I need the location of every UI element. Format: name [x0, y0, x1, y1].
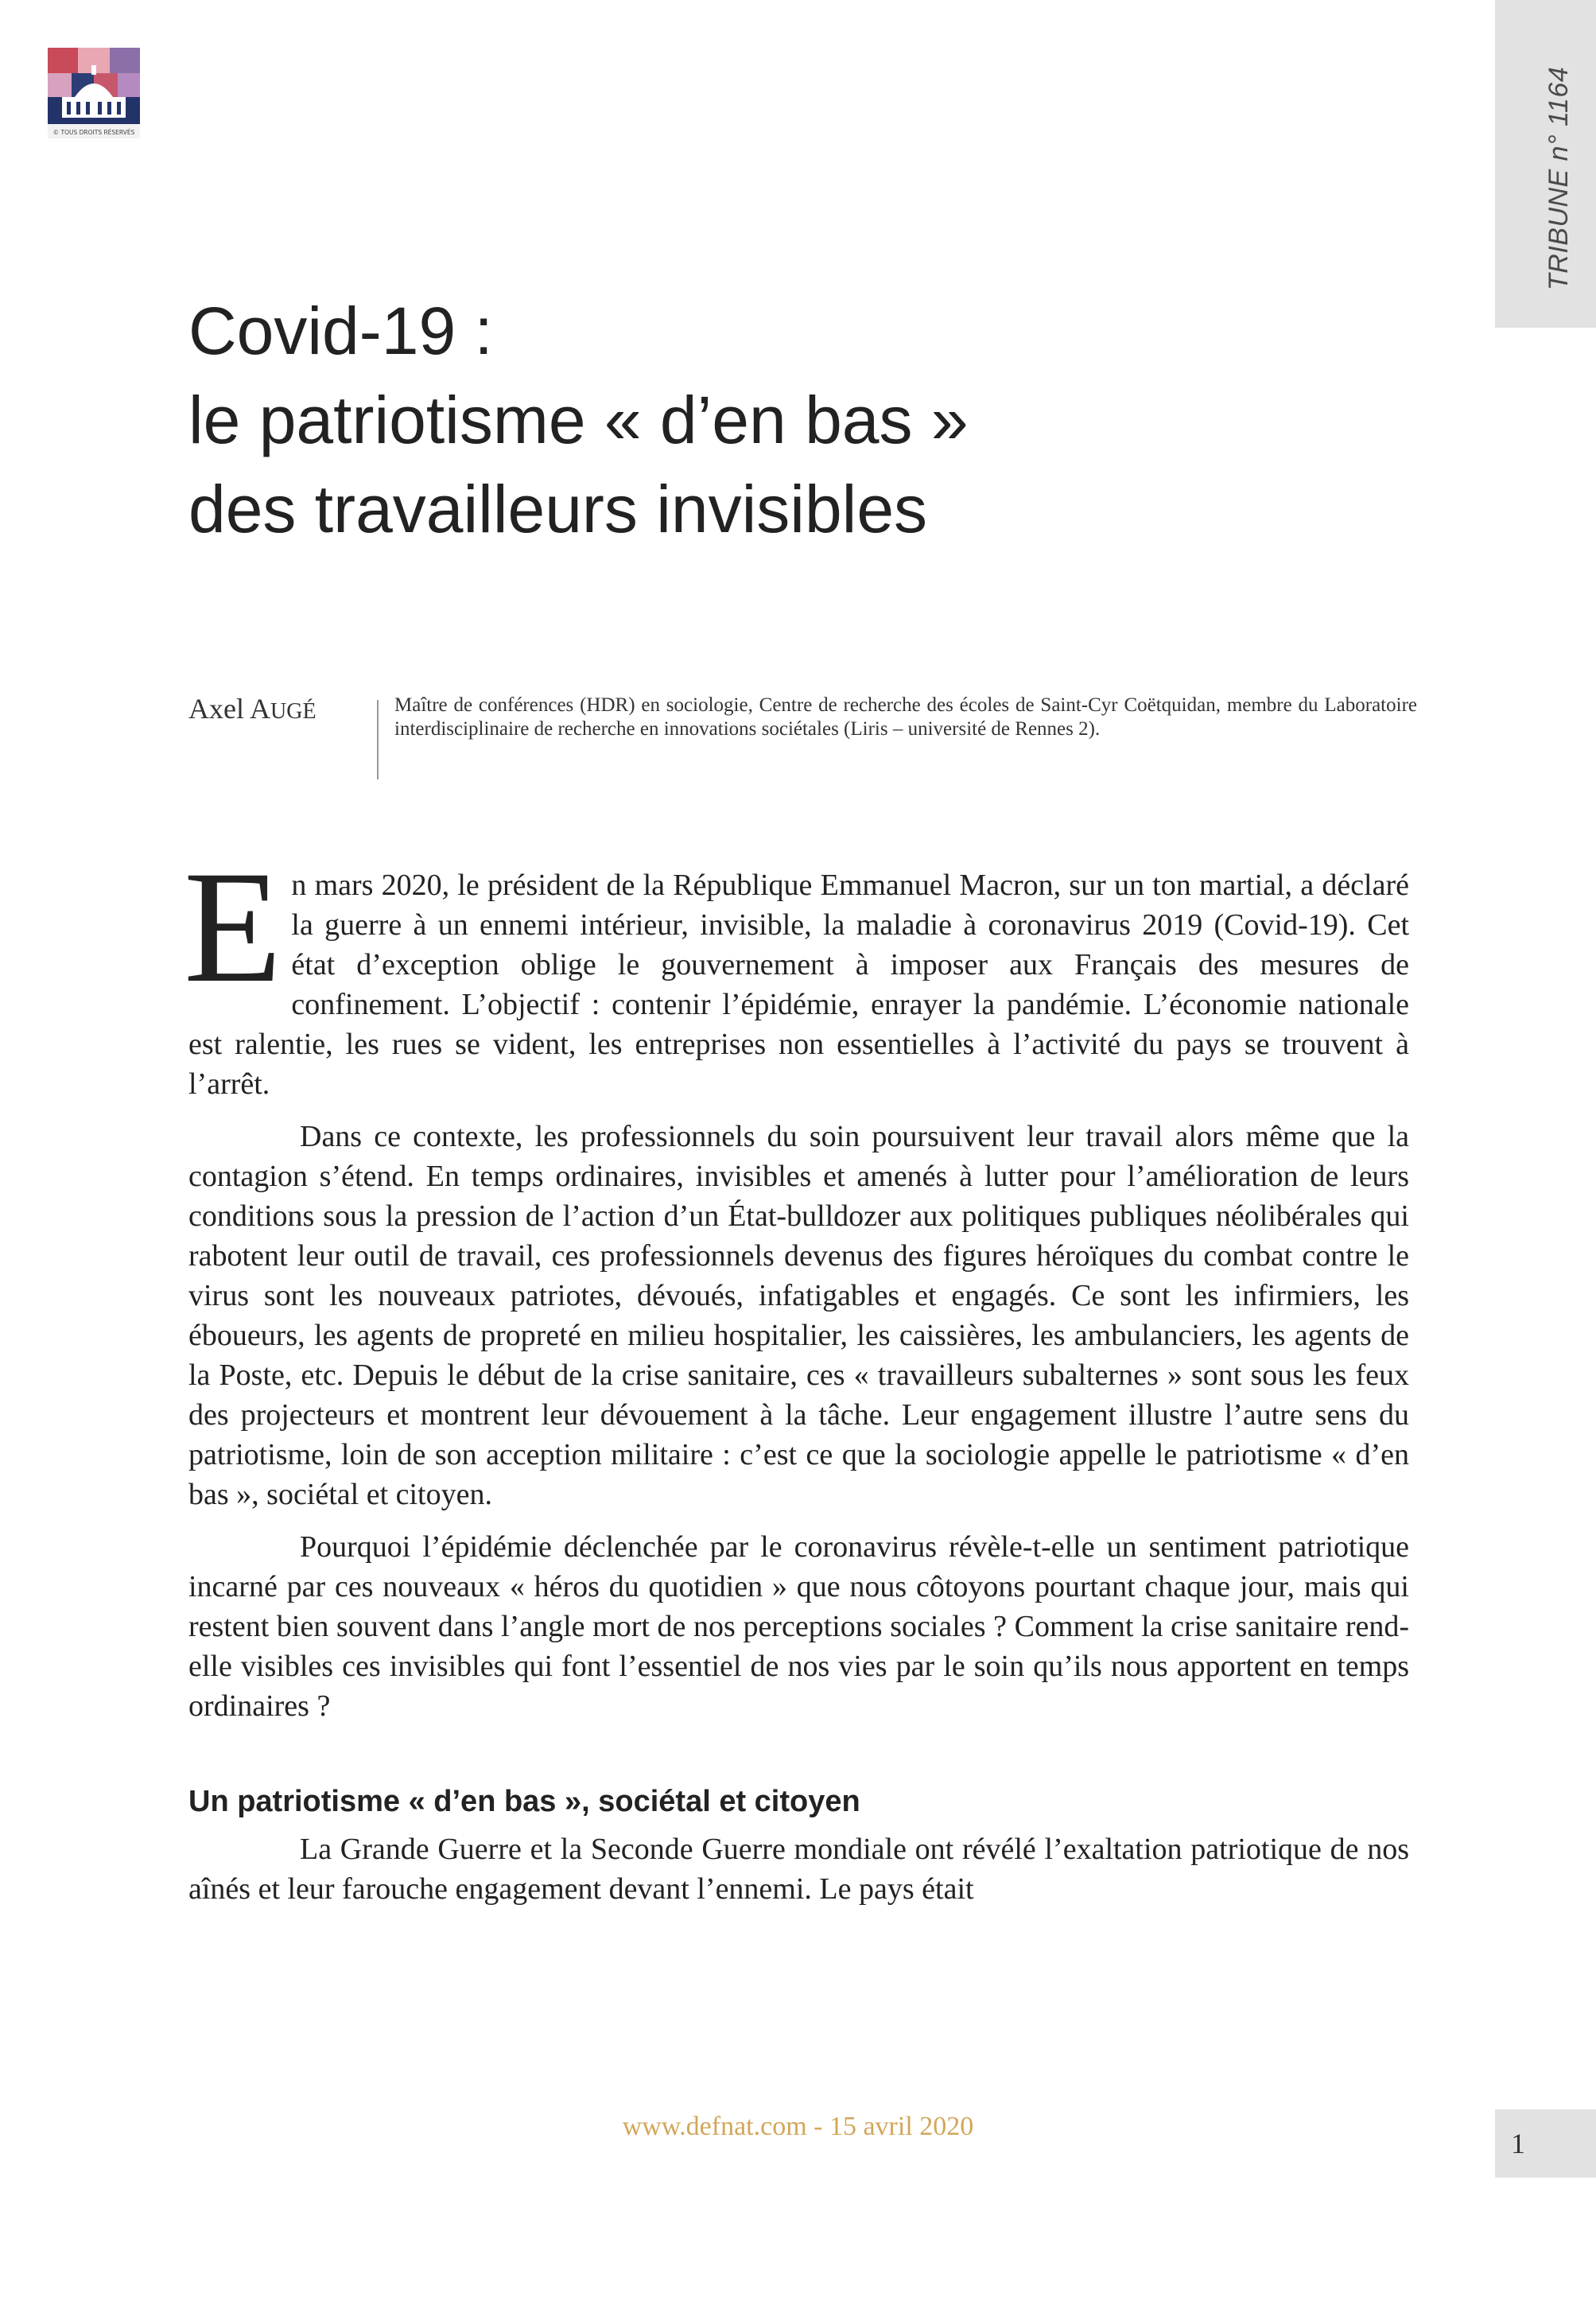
- logo-caption: © TOUS DROITS RÉSERVÉS: [52, 129, 135, 136]
- author-divider: [377, 700, 379, 779]
- article-body: [184, 838, 1409, 1922]
- author-block: [188, 692, 1417, 779]
- building-logo-icon: [46, 46, 142, 140]
- paragraph-1-text: n mars 2020, le président de la République Emmanuel Macron, sur un ton martial, a déclaré la guerre à un ennemi intérieur, invisible, la maladie à coronavirus 2019 (Covid-19). Cet état d’exception oblige le gouvernement à imposer aux Français des mesures de confinement. L’objectif : contenir l’épidémie, enrayer la pandémie. L’économie nationale est ralentie, les rues se vident, les entreprises non essentielles à l’activité du pays se trouvent à l’arrêt.: [188, 869, 1409, 1101]
- page-number: 1: [1495, 2109, 1596, 2178]
- footer-link[interactable]: www.defnat.com - 15 avril 2020: [622, 2112, 974, 2141]
- author-bio: Maître de conférences (HDR) en sociologie, Centre de recherche des écoles de Saint-Cyr Coëtquidan, membre du Laboratoire interdisciplinaire de recherche en innovations sociétales (Liris – université de Rennes 2).: [394, 694, 1417, 740]
- paragraph-1: [184, 838, 1409, 1104]
- series-label: [1545, 67, 1572, 290]
- series-tab: [1495, 0, 1596, 328]
- paragraph-3: Pourquoi l’épidémie déclenchée par le coronavirus révèle-t-elle un sentiment patriotique incarné par ces nouveaux « héros du quotidien » que nous côtoyons pourtant chaque jour, mais qui restent bien souvent dans l’angle mort de nos perceptions sociales ? Comment la crise sanitaire rend-elle visibles ces invisibles qui font l’essentiel de nos vies par le soin qu’ils nous apportent en temps ordinaires ?: [188, 1530, 1409, 1723]
- series-number: n° 1164: [1544, 66, 1574, 161]
- author-last-initial: A: [250, 693, 270, 725]
- author-last-rest: UGÉ: [270, 699, 316, 724]
- title-line-3: des travailleurs invisibles: [188, 472, 928, 546]
- publisher-logo: [46, 46, 142, 140]
- paragraph-2: Dans ce contexte, les professionnels du soin poursuivent leur travail alors même que la contagion s’étend. En temps ordinaires, invisibles et amenés à lutter pour l’amélioration de leurs conditions sous la pression de l’action d’un État-bulldozer aux politiques publiques néolibérales qui rabotent leur outil de travail, ces professionnels devenus des figures héroïques du combat contre le virus sont les nouveaux patriotes, dévoués, infatigables et engagés. Ce sont les infirmiers, les éboueurs, les agents de propreté en milieu hospitalier, les caissières, les ambulanciers, les agents de la Poste, etc. Depuis le début de la crise sanitaire, ces « travailleurs subalternes » sont sous les feux des projecteurs et montrent leur dévouement à la tâche. Leur engagement illustre l’autre sens du patriotisme, loin de son acception militaire : c’est ce que la sociologie appelle le patriotisme « d’en bas », sociétal et citoyen.: [188, 1120, 1409, 1511]
- drop-cap: E: [184, 838, 282, 1016]
- title-line-1: Covid-19 :: [188, 293, 493, 368]
- author-first-name: Axel: [188, 693, 244, 725]
- section-heading: Un patriotisme « d’en bas », sociétal et citoyen: [188, 1785, 860, 1818]
- series-name: TRIBUNE: [1544, 169, 1574, 290]
- author-name: [188, 692, 371, 725]
- title-line-2: le patriotisme « d’en bas »: [188, 383, 969, 457]
- article-title: [188, 286, 1381, 554]
- paragraph-4: La Grande Guerre et la Seconde Guerre mondiale ont révélé l’exaltation patriotique de nos aînés et leur farouche engagement devant l’ennemi. Le pays était: [188, 1833, 1409, 1906]
